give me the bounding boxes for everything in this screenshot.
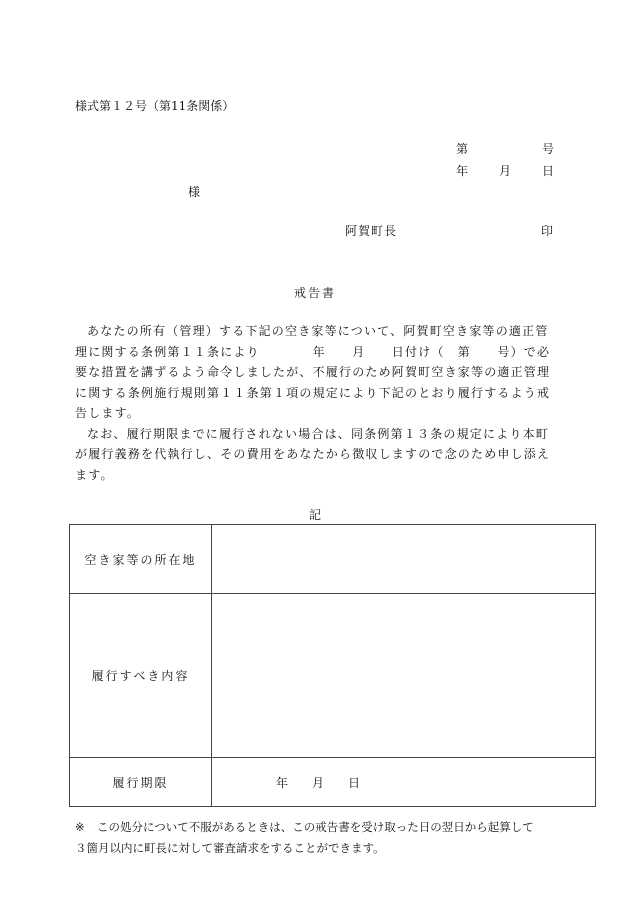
deadline-label: 履行期限 — [70, 758, 212, 807]
doc-number-prefix: 第 — [456, 142, 469, 156]
document-title: 戒告書 — [293, 286, 336, 300]
deadline-value[interactable]: 年 月 日 — [212, 758, 596, 807]
table-row-content — [70, 594, 596, 758]
sender-title: 阿賀町長 — [345, 224, 398, 238]
seal-mark: 印 — [541, 224, 554, 238]
ki-heading: 記 — [308, 508, 321, 522]
table-row-location — [70, 525, 596, 594]
date-year-label: 年 — [456, 164, 469, 178]
date-day-label: 日 — [542, 164, 555, 178]
doc-number-suffix: 号 — [542, 142, 555, 156]
body-text — [75, 321, 557, 485]
footnote-mark: ※ — [75, 820, 85, 834]
footnote — [75, 817, 565, 859]
table-row-deadline — [70, 758, 596, 807]
form-number: 様式第１２号（第11条関係） — [75, 99, 235, 113]
content-label: 履行すべき内容 — [70, 594, 212, 758]
detail-table — [69, 524, 596, 807]
body-paragraph-2: なお、履行期限までに履行されない場合は、同条例第１３条の規定により本町が履行義務を代執行し、その費用をあなたから徴収しますので念のため申し添えます。 — [75, 426, 551, 482]
footnote-line-1: この処分について不服があるときは、この戒告書を受け取った日の翌日から起算して — [97, 820, 534, 834]
date-month-label: 月 — [499, 164, 512, 178]
addressee-suffix: 様 — [188, 185, 201, 199]
location-value[interactable] — [212, 525, 596, 594]
location-label: 空き家等の所在地 — [70, 525, 212, 594]
footnote-line-2: ３箇月以内に町長に対して審査請求をすることができます。 — [75, 841, 385, 855]
body-paragraph-1: あなたの所有（管理）する下記の空き家等について、阿賀町空き家等の適正管理に関する条例第１１条により 年 月 日付け（ 第 号）で必要な措置を講ずるよう命令しましたが、不履行のため阿賀町空き家等の適正管理に関する条例施行規則第１１条第１項の規定により下記のとおり履行するよう戒告します。 — [75, 324, 551, 420]
content-value[interactable] — [212, 594, 596, 758]
